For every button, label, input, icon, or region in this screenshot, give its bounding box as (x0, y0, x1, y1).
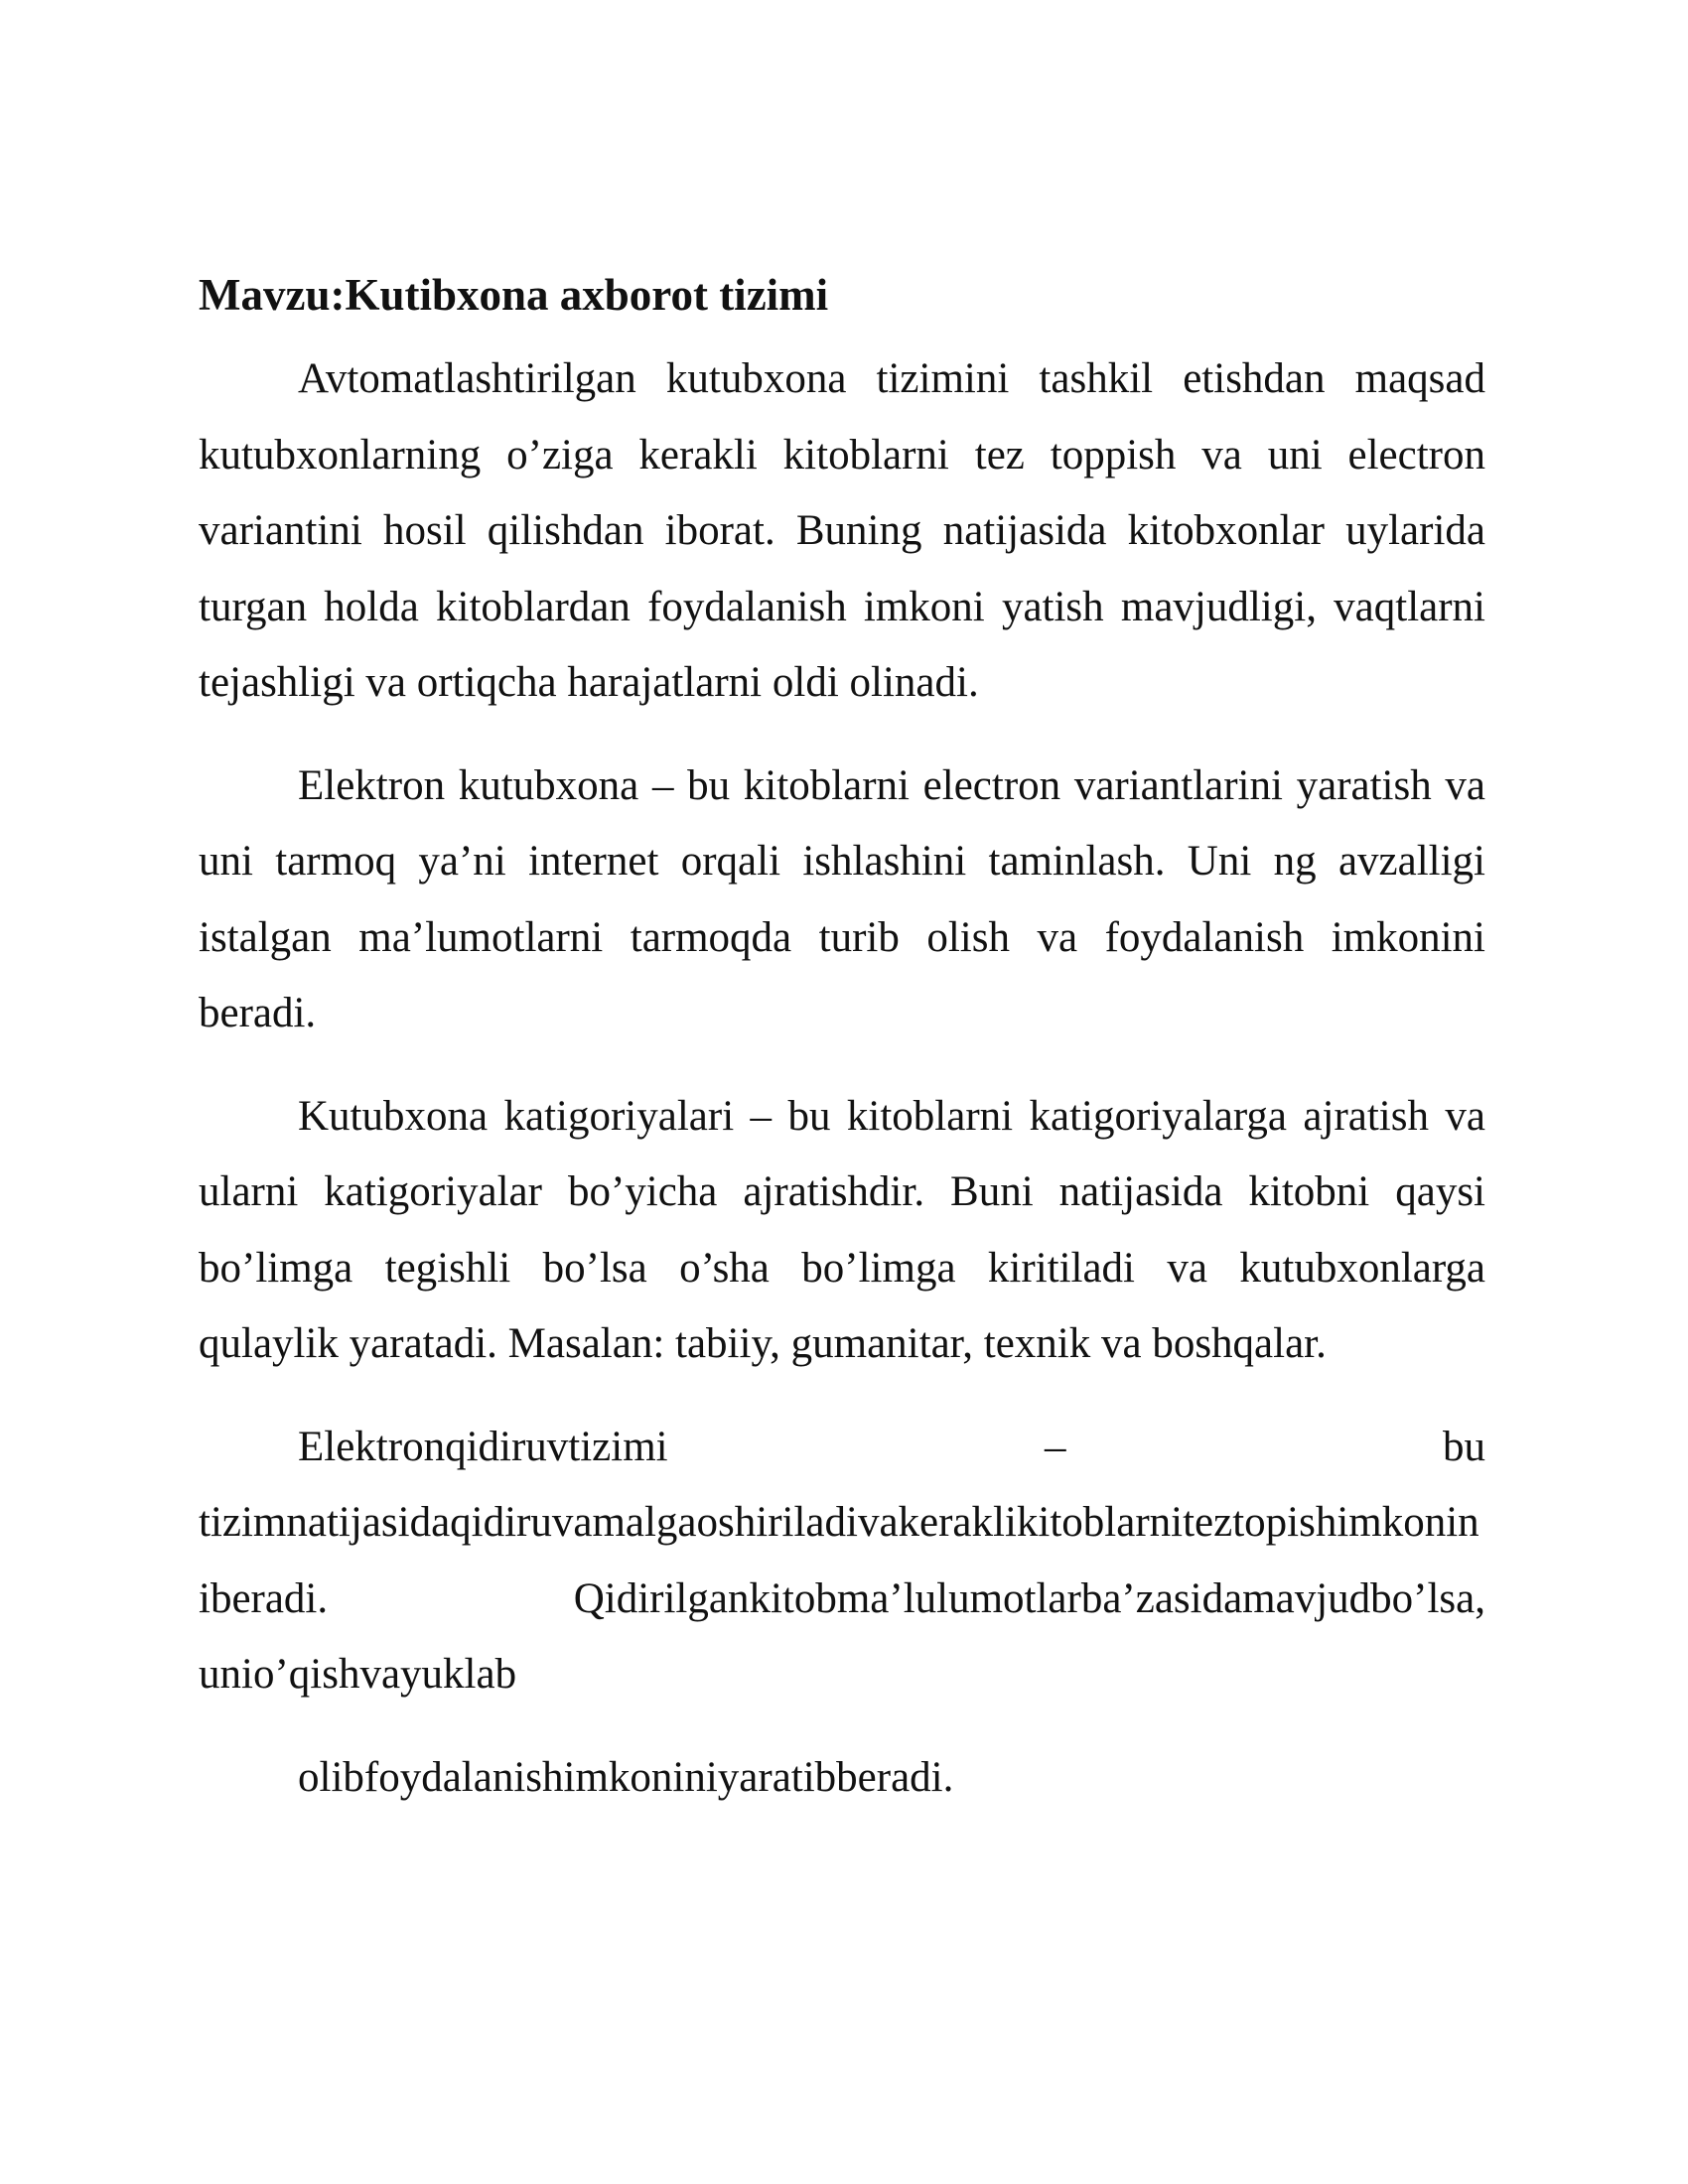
document-title: Mavzu:Kutibxona axborot tizimi (199, 270, 829, 320)
document-page (199, 266, 1485, 1843)
paragraph-automated-library: Avtomatlashtirilgan kutubxona tizimini tashkil etishdan maqsad kutubxonlarning o’ziga kerakli kitoblarni tez toppish va uni electron variantini hosil qilishdan iborat. Buning natijasida kitobxonlar uylarida turgan holda kitoblardan foydalanish imkoni yatish mavjudligi, vaqtlarni tejashligi va ortiqcha harajatlarni oldi olinadi. (199, 355, 1485, 706)
paragraph-search-system: Elektronqidiruvtizimi – bu tizimnatijasidaqidiruvamalgaoshiriladivakeraklikitoblarniteztopishimkoniniberadi. Qidirilgankitobma’lulumotlarba’zasidamavjudbo’lsa, unio’qishvayuklab (199, 1423, 1485, 1698)
paragraph-search-system-continued: olibfoydalanishimkoniniyaratibberadi. (298, 1753, 954, 1801)
paragraph-library-categories: Kutubxona katigoriyalari – bu kitoblarni katigoriyalarga ajratish va ularni katigoriyalar bo’yicha ajratishdir. Buni natijasida kitobni qaysi bo’limga tegishli bo’lsa o’sha bo’limga kiritiladi va kutubxonlarga qulaylik yaratadi. Masalan: tabiiy, gumanitar, texnik va boshqalar. (199, 1092, 1485, 1367)
paragraph-electronic-library: Elektron kutubxona – bu kitoblarni electron variantlarini yaratish va uni tarmoq ya’ni internet orqali ishlashini taminlash. Uni ng avzalligi istalgan ma’lumotlarni tarmoqda turib olish va foydalanish imkonini beradi. (199, 761, 1485, 1036)
